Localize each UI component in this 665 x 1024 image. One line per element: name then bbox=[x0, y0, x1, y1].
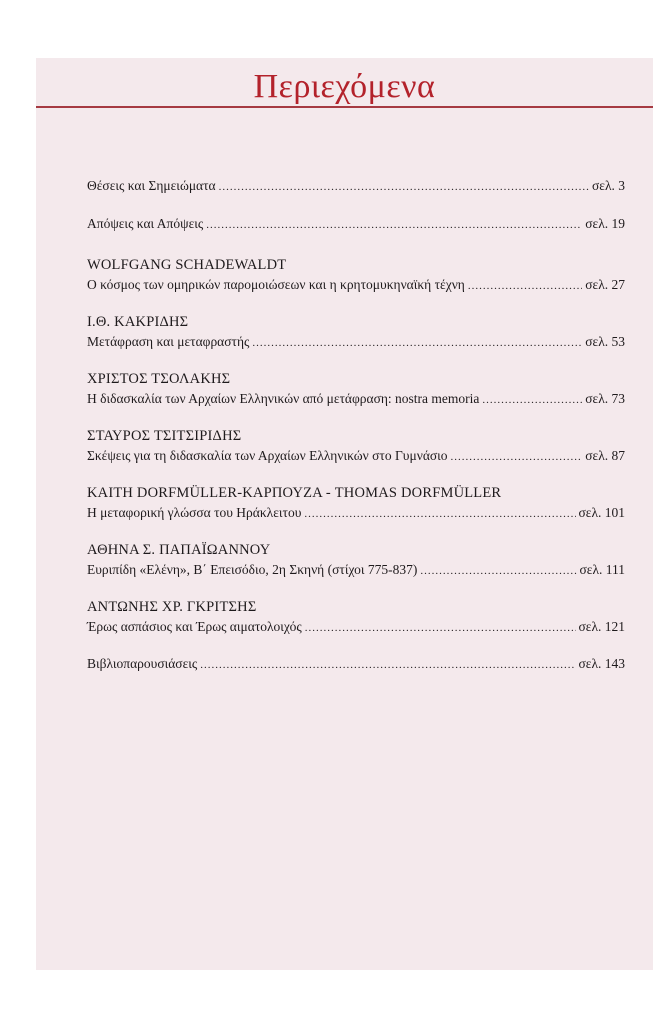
dot-leader bbox=[304, 505, 575, 524]
toc-entry bbox=[87, 312, 625, 369]
toc-line bbox=[87, 503, 625, 522]
toc-title: Βιβλιοπαρουσιάσεις bbox=[87, 656, 198, 671]
toc-entry bbox=[87, 426, 625, 483]
toc-entry bbox=[87, 255, 625, 312]
dot-leader bbox=[420, 562, 576, 581]
dot-leader bbox=[305, 619, 576, 638]
toc-title: Θέσεις και Σημειώματα bbox=[87, 178, 216, 193]
toc-page: σελ. 101 bbox=[578, 505, 625, 520]
toc-line bbox=[87, 560, 625, 579]
title-divider bbox=[36, 106, 653, 108]
toc-line bbox=[87, 176, 625, 195]
toc-line bbox=[87, 617, 625, 636]
toc-entry bbox=[87, 483, 625, 540]
toc-line bbox=[87, 654, 625, 673]
toc-author: ΣΤΑΥΡΟΣ ΤΣΙΤΣΙΡΙΔΗΣ bbox=[87, 428, 242, 444]
dot-leader bbox=[482, 391, 582, 410]
toc-entry bbox=[87, 214, 625, 255]
toc-author: ΧΡΙΣΤΟΣ ΤΣΟΛΑΚΗΣ bbox=[87, 371, 231, 387]
toc-page: σελ. 19 bbox=[585, 216, 625, 231]
dot-leader bbox=[206, 216, 582, 235]
toc-title: Ευριπίδη «Ελένη», Β΄ Επεισόδιο, 2η Σκηνή (στίχοι 775-837) bbox=[87, 562, 418, 577]
toc-title: Έρως ασπάσιος και Έρως αιματολοιχός bbox=[87, 619, 302, 634]
toc-page: σελ. 27 bbox=[585, 277, 625, 292]
toc-title: Σκέψεις για τη διδασκαλία των Αρχαίων Ελληνικών στο Γυμνάσιο bbox=[87, 448, 448, 463]
dot-leader bbox=[200, 656, 575, 675]
toc-author: KAITH DORFMÜLLER-ΚΑΡΠΟΥΖΑ - THOMAS DORFMÜLLER bbox=[87, 485, 502, 501]
page-title: Περιεχόμενα bbox=[253, 68, 436, 105]
toc-line bbox=[87, 332, 625, 351]
toc-author: ΑΝΤΩΝΗΣ ΧΡ. ΓΚΡΙΤΣΗΣ bbox=[87, 599, 257, 615]
toc-line bbox=[87, 214, 625, 233]
toc-title: Η διδασκαλία των Αρχαίων Ελληνικών από μετάφραση: nostra memoria bbox=[87, 391, 480, 406]
dot-leader bbox=[219, 178, 589, 197]
toc-line bbox=[87, 446, 625, 465]
toc-title: Η μεταφορική γλώσσα του Ηράκλειτου bbox=[87, 505, 302, 520]
table-of-contents bbox=[87, 176, 625, 673]
toc-author: WOLFGANG SCHADEWALDT bbox=[87, 257, 287, 273]
toc-entry bbox=[87, 597, 625, 654]
toc-page: σελ. 73 bbox=[585, 391, 625, 406]
toc-page: σελ. 121 bbox=[578, 619, 625, 634]
toc-page: σελ. 3 bbox=[592, 178, 625, 193]
toc-author: ΑΘΗΝΑ Σ. ΠΑΠΑΪΩΑΝΝΟΥ bbox=[87, 542, 271, 558]
dot-leader bbox=[252, 334, 582, 353]
toc-entry bbox=[87, 654, 625, 673]
toc-title: Απόψεις και Απόψεις bbox=[87, 216, 204, 231]
dot-leader bbox=[468, 277, 582, 296]
toc-entry bbox=[87, 540, 625, 597]
toc-entry bbox=[87, 176, 625, 214]
toc-line bbox=[87, 275, 625, 294]
dot-leader bbox=[451, 448, 583, 467]
toc-page: σελ. 53 bbox=[585, 334, 625, 349]
toc-page: σελ. 87 bbox=[585, 448, 625, 463]
contents-page bbox=[36, 58, 653, 970]
toc-line bbox=[87, 389, 625, 408]
toc-title: Μετάφραση και μεταφραστής bbox=[87, 334, 250, 349]
toc-page: σελ. 111 bbox=[579, 562, 625, 577]
toc-title: Ο κόσμος των ομηρικών παρομοιώσεων και η κρητομυκηναϊκή τέχνη bbox=[87, 277, 465, 292]
toc-entry bbox=[87, 369, 625, 426]
toc-page: σελ. 143 bbox=[578, 656, 625, 671]
toc-author: Ι.Θ. ΚΑΚΡΙΔΗΣ bbox=[87, 314, 189, 330]
